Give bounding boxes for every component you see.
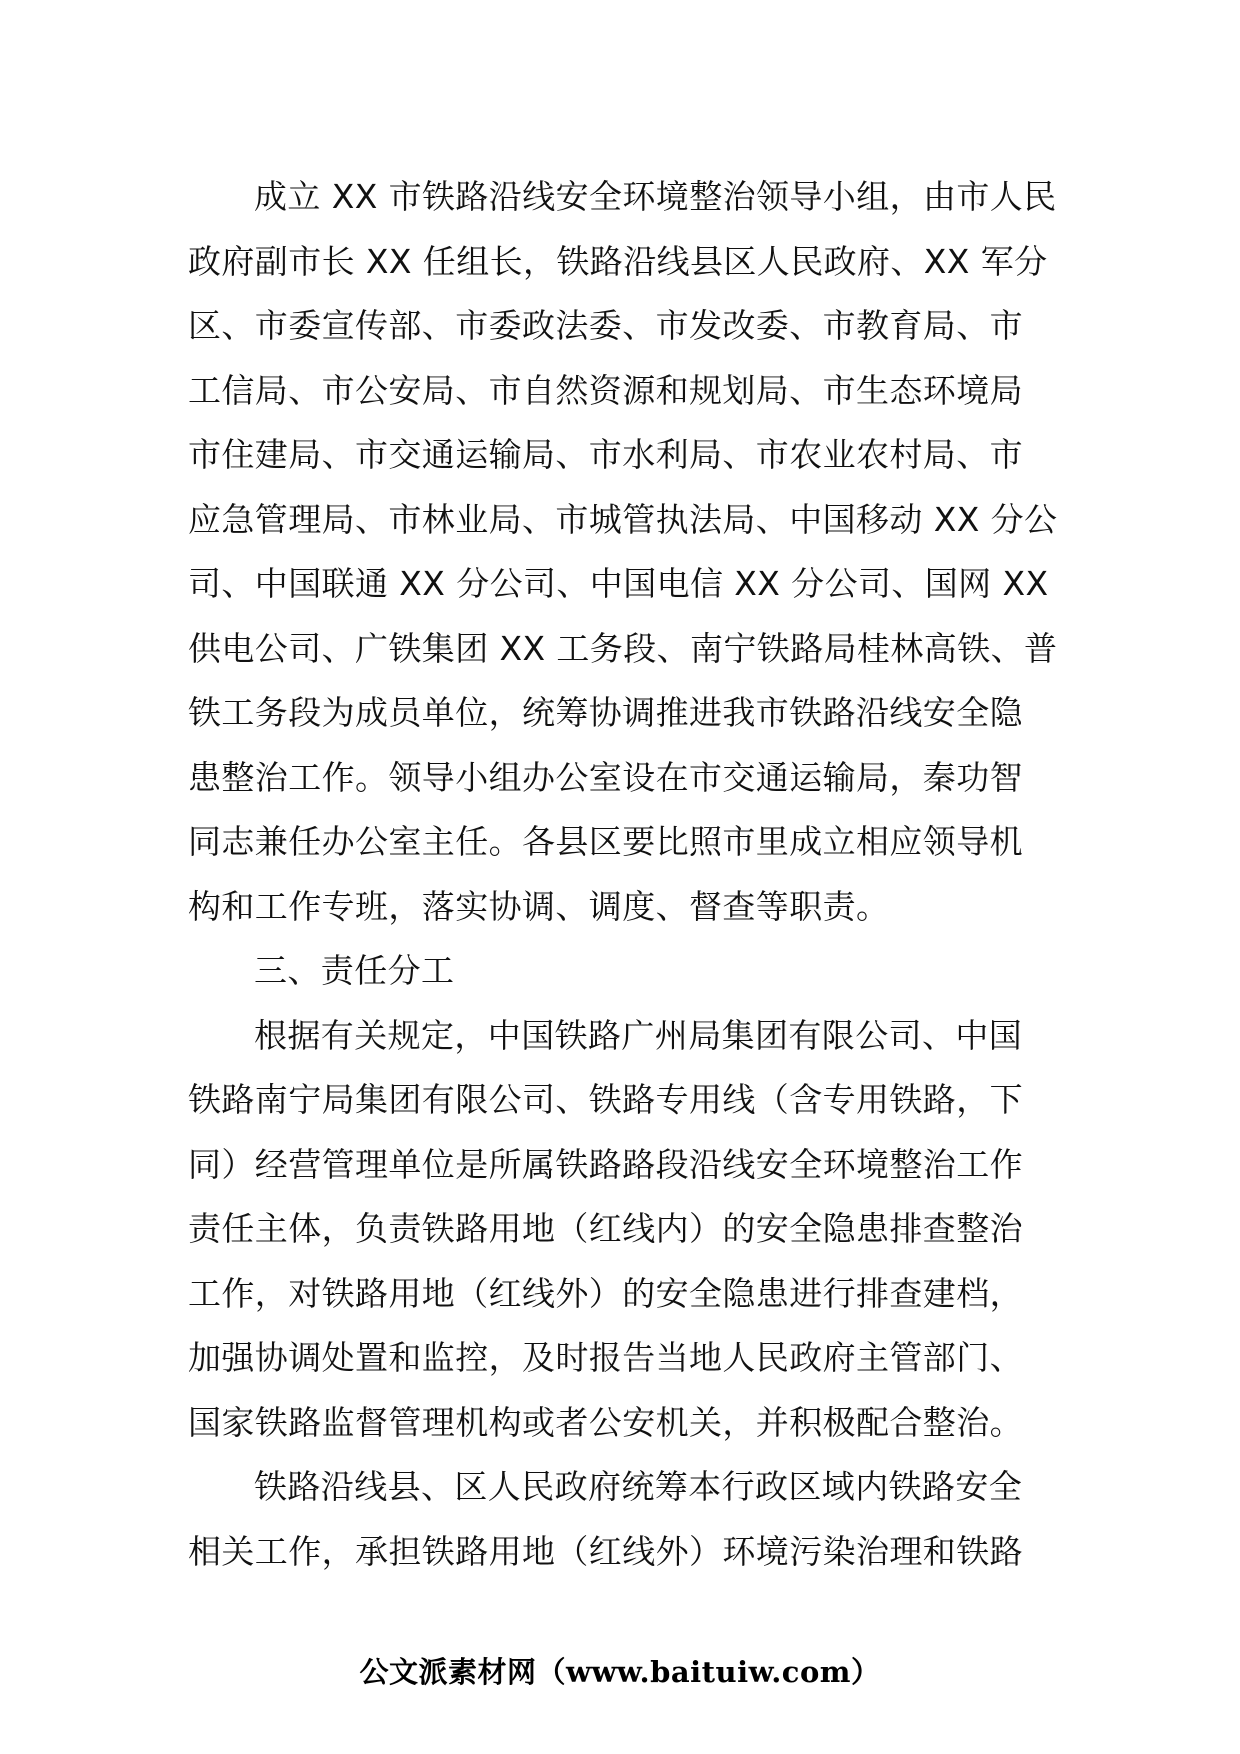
paragraph-line: 应急管理局、市林业局、市城管执法局、中国移动 XX 分公	[188, 499, 1058, 539]
paragraph-line: 铁路沿线县、区人民政府统筹本行政区域内铁路安全	[254, 1467, 1023, 1506]
paragraph-line: 根据有关规定，中国铁路广州局集团有限公司、中国	[254, 1015, 1023, 1055]
paragraph-line: 政府副市长 XX 任组长，铁路沿线县区人民政府、XX 军分	[188, 241, 1048, 281]
section-heading: 三、责任分工	[254, 951, 455, 990]
paragraph-line: 成立 XX 市铁路沿线安全环境整治领导小组，由市人民	[254, 177, 1057, 216]
paragraph-line: 构和工作专班，落实协调、调度、督查等职责。	[188, 886, 890, 926]
paragraph-line: 同）经营管理单位是所属铁路路段沿线安全环境整治工作	[188, 1144, 1023, 1184]
paragraph-line: 供电公司、广铁集团 XX 工务段、南宁铁路局桂林高铁、普	[188, 628, 1058, 668]
paragraph-line: 铁路南宁局集团有限公司、铁路专用线（含专用铁路，下	[188, 1080, 1023, 1119]
document-body	[188, 165, 1068, 1584]
paragraph-line: 国家铁路监督管理机构或者公安机关，并积极配合整治。	[188, 1402, 1023, 1442]
paragraph-line: 铁工务段为成员单位，统筹协调推进我市铁路沿线安全隐	[188, 693, 1023, 732]
paragraph-line: 责任主体，负责铁路用地（红线内）的安全隐患排查整治	[188, 1209, 1023, 1248]
paragraph-line: 相关工作，承担铁路用地（红线外）环境污染治理和铁路	[188, 1531, 1023, 1571]
paragraph-line: 工信局、市公安局、市自然资源和规划局、市生态环境局	[188, 370, 1023, 410]
paragraph-line: 患整治工作。领导小组办公室设在市交通运输局，秦功智	[188, 757, 1023, 797]
paragraph-line: 司、中国联通 XX 分公司、中国电信 XX 分公司、国网 XX	[188, 564, 1049, 603]
footer-watermark: 公文派素材网（www.baituiw.com）	[359, 1655, 881, 1689]
paragraph-line: 同志兼任办公室主任。各县区要比照市里成立相应领导机	[188, 822, 1023, 861]
paragraph-line: 区、市委宣传部、市委政法委、市发改委、市教育局、市	[188, 306, 1023, 345]
paragraph-line: 加强协调处置和监控，及时报告当地人民政府主管部门、	[188, 1338, 1023, 1377]
paragraph-line: 市住建局、市交通运输局、市水利局、市农业农村局、市	[188, 435, 1023, 474]
paragraph-line: 工作，对铁路用地（红线外）的安全隐患进行排查建档，	[188, 1273, 1023, 1313]
